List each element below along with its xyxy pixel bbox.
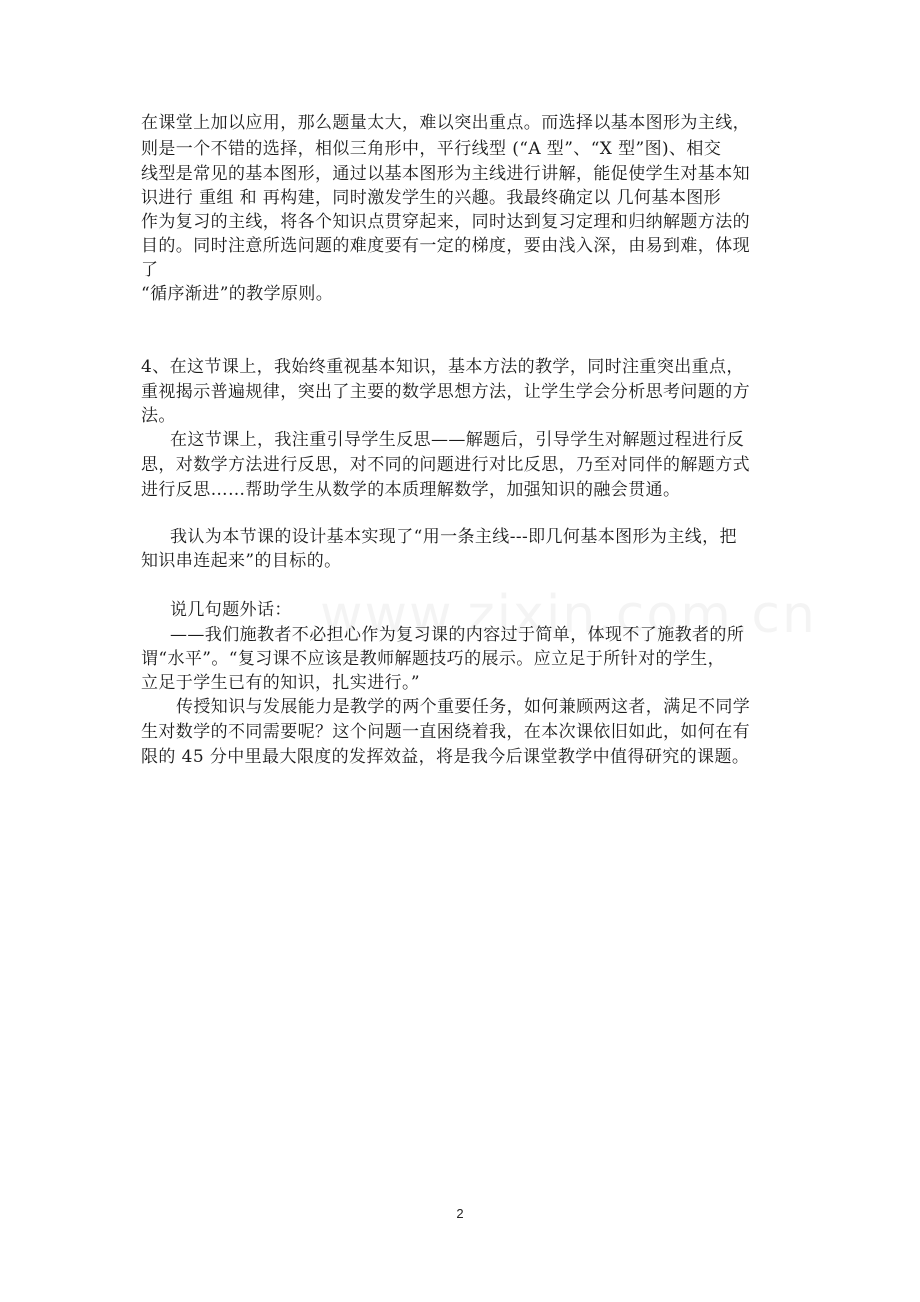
paragraph-5-line-2: ——我们施教者不必担心作为复习课的内容过于简单，体现不了施教者的所 — [170, 625, 745, 645]
paragraph-2-line-2: 重视揭示普遍规律，突出了主要的数学思想方法，让学生学会分析思考问题的方 — [141, 382, 750, 402]
paragraph-6-line-1: 传授知识与发展能力是教学的两个重要任务，如何兼顾两这者，满足不同学 — [176, 697, 751, 717]
paragraph-1-line-4: 识进行 重组 和 再构建，同时激发学生的兴趣。我最终确定以 几何基本图形 — [141, 188, 722, 208]
paragraph-1-line-2: 则是一个不错的选择，相似三角形中，平行线型 (“A 型”、“X 型”图)、相交 — [141, 139, 722, 159]
paragraph-3-line-3: 进行反思……帮助学生从数学的本质理解数学，加强知识的融会贯通。 — [141, 480, 681, 500]
paragraph-5-line-3: 谓“水平”。“复习课不应该是教师解题技巧的展示。应立足于所针对的学生， — [141, 649, 726, 669]
page-number: 2 — [456, 1206, 464, 1221]
paragraph-6-line-3: 限的 45 分中里最大限度的发挥效益，将是我今后课堂教学中值得研究的课题。 — [141, 747, 750, 767]
paragraph-1-line-5: 作为复习的主线，将各个知识点贯穿起来，同时达到复习定理和归纳解题方法的 — [141, 212, 750, 232]
paragraph-5-line-4: 立足于学生已有的知识，扎实进行。” — [141, 673, 420, 693]
paragraph-2-line-3: 法。 — [141, 406, 176, 426]
paragraph-1-line-3: 线型是常见的基本图形，通过以基本图形为主线进行讲解，能促使学生对基本知 — [141, 164, 750, 184]
paragraph-5-line-1: 说几句题外话： — [170, 600, 292, 620]
paragraph-1-line-7: 了 — [141, 260, 159, 280]
paragraph-1-line-8: “循序渐进”的教学原则。 — [141, 284, 334, 304]
paragraph-3-line-2: 思，对数学方法进行反思，对不同的问题进行对比反思，乃至对同伴的解题方式 — [141, 455, 750, 475]
paragraph-6-line-2: 生对数学的不同需要呢？这个问题一直困绕着我，在本次课依旧如此，如何在有 — [141, 722, 750, 742]
paragraph-4-line-1: 我认为本节课的设计基本实现了“用一条主线---即几何基本图形为主线，把 — [170, 527, 737, 547]
paragraph-4-line-2: 知识串连起来”的目标的。 — [141, 551, 342, 571]
paragraph-2-line-1: 4、在这节课上，我始终重视基本知识，基本方法的教学，同时注重突出重点， — [141, 357, 744, 377]
paragraph-1-line-6: 目的。同时注意所选问题的难度要有一定的梯度，要由浅入深，由易到难，体现 — [141, 236, 750, 256]
paragraph-3-line-1: 在这节课上，我注重引导学生反思——解题后，引导学生对解题过程进行反 — [170, 430, 745, 450]
paragraph-1-line-1: 在课堂上加以应用，那么题量太大，难以突出重点。而选择以基本图形为主线， — [141, 113, 750, 133]
